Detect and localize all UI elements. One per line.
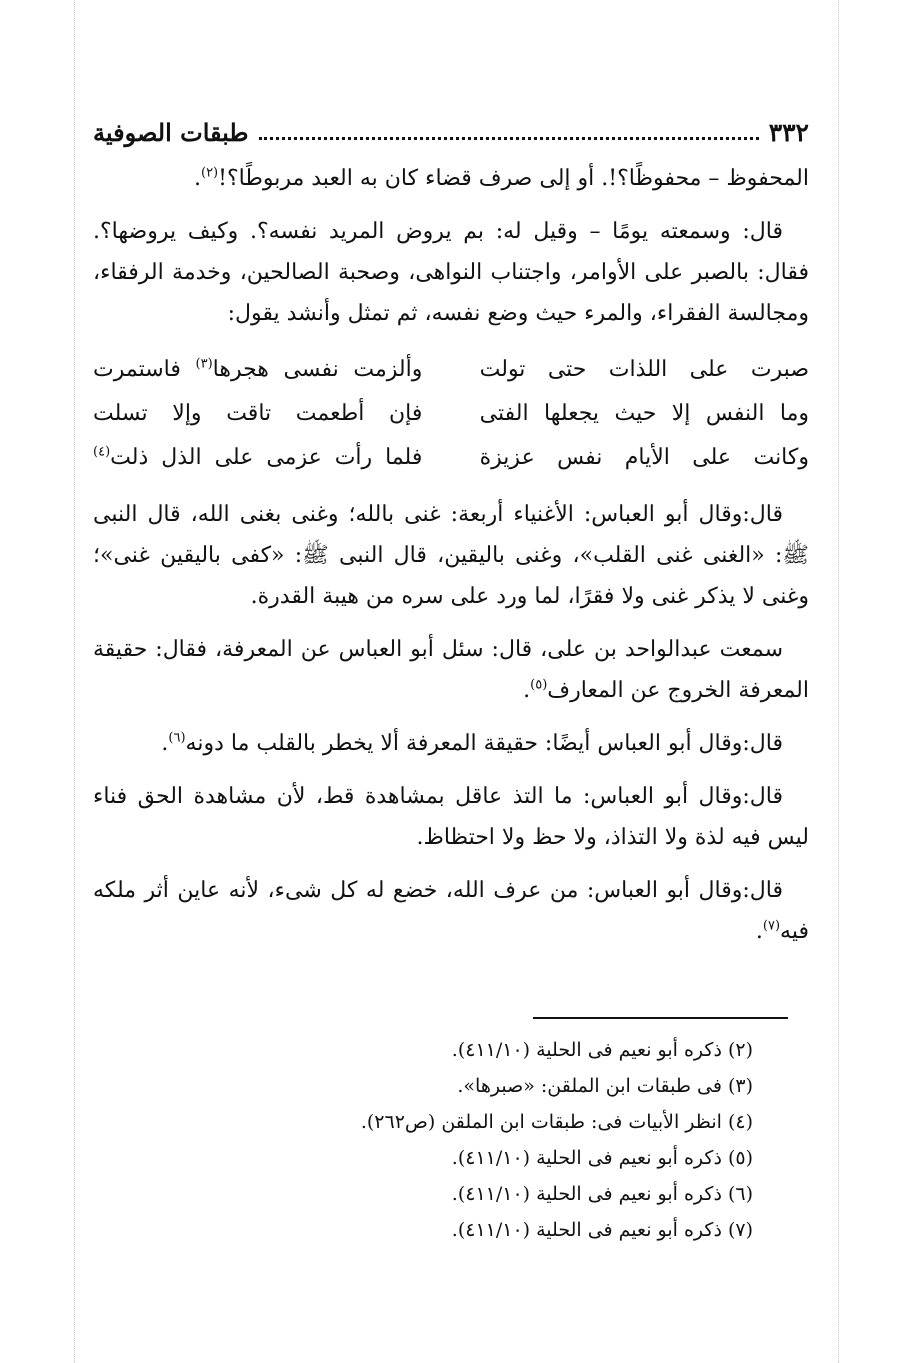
verse-1: [93, 348, 809, 392]
header-dot-leader: [259, 137, 759, 140]
paragraph-1: [93, 158, 809, 199]
footnote-separator: [533, 1017, 788, 1019]
footnote-5: (٥) ذكره أبو نعيم فى الحلية (٤١١/١٠).: [451, 1147, 753, 1169]
verse-3-second-hemistich: [93, 436, 422, 480]
footnote-ref-4: (٤): [93, 444, 111, 460]
verse-2: [93, 392, 809, 436]
paragraph-7: [93, 870, 809, 952]
paragraph-1-text: المحفوظ – محفوظًا؟!. أو إلى صرف قضاء كان به العبد مربوطًا؟!: [218, 166, 809, 191]
paragraph-4: [93, 629, 809, 711]
verse-2-second-hemistich: فإن أطعمت تاقت وإلا تسلت: [93, 401, 423, 426]
paragraph-4-end: .: [523, 678, 531, 703]
verse-3-first-hemistich: وكانت على الأيام نفس عزيزة: [479, 445, 809, 470]
verse-3: [93, 436, 809, 480]
footnote-2: (٢) ذكره أبو نعيم فى الحلية (٤١١/١٠).: [451, 1039, 753, 1061]
paragraph-2: قال: وسمعته يومًا – وقيل له: بم يروض المريد نفسه؟. وكيف يروضها؟. فقال: بالصبر على الأوامر، واجتناب النواهى، وصحبة الصالحين، وخدمة الرفقاء، ومجالسة الفقراء، والمرء حيث وضع نفسه، ثم تمثل وأنشد يقول:: [93, 219, 809, 326]
verse-3-second-text: فلما رأت عزمى على الذل ذلت: [110, 445, 423, 470]
footnotes: [93, 1032, 753, 1248]
footnote-ref-2: (٢): [200, 165, 219, 181]
footnote-ref-5: (٥): [530, 677, 548, 693]
footnote-6: (٦) ذكره أبو نعيم فى الحلية (٤١١/١٠).: [451, 1183, 753, 1205]
paragraph-5: [93, 723, 809, 764]
running-header: [93, 112, 809, 152]
right-scan-guide: [838, 0, 839, 1363]
footnote-3: (٣) فى طبقات ابن الملقن: «صبرها».: [457, 1075, 753, 1097]
paragraph-5-text: قال:وقال أبو العباس أيضًا: حقيقة المعرفة ألا يخطر بالقلب ما دونه: [185, 731, 783, 756]
left-scan-guide: [74, 0, 75, 1363]
paragraph-5-end: .: [161, 731, 169, 756]
footnote-ref-6: (٦): [168, 730, 186, 746]
footnote-ref-7: (٧): [762, 918, 781, 934]
verse-1-second-end: فاستمرت: [93, 357, 196, 382]
main-text: [93, 158, 809, 952]
paragraph-6: قال:وقال أبو العباس: ما التذ عاقل بمشاهدة قط، لأن مشاهدة الحق فناء ليس فيه لذة ولا التذاذ، ولا حظ ولا احتظاظ.: [93, 784, 809, 850]
paragraph-7-text: قال:وقال أبو العباس: من عرف الله، خضع له كل شىء، لأنه عاين أثر ملكه فيه: [93, 878, 809, 944]
verse-1-second-text: وألزمت نفسى هجرها: [212, 357, 423, 382]
footnote-ref-3: (٣): [195, 356, 213, 372]
verse-1-second-hemistich: [93, 348, 422, 392]
poem: [93, 348, 809, 480]
verse-2-first-hemistich: وما النفس إلا حيث يجعلها الفتى: [479, 401, 809, 426]
paragraph-4-text: سمعت عبدالواحد بن على، قال: سئل أبو العباس عن المعرفة، فقال: حقيقة المعرفة الخروج عن المعارف: [93, 637, 809, 703]
verse-1-first-hemistich: صبرت على اللذات حتى تولت: [479, 357, 809, 382]
paragraph-7-end: .: [755, 919, 763, 944]
paragraph-1-end: .: [193, 166, 201, 191]
footnote-7: (٧) ذكره أبو نعيم فى الحلية (٤١١/١٠).: [451, 1219, 753, 1241]
paragraph-3: قال:وقال أبو العباس: الأغنياء أربعة: غنى بالله؛ وغنى بغنى الله، قال النبى ﷺ: «الغنى غنى القلب»، وغنى باليقين، قال النبى ﷺ: «كفى باليقين غنى»؛ وغنى لا يذكر غنى ولا فقرًا، لما ورد على سره من هيبة القدرة.: [93, 502, 809, 609]
footnote-4: (٤) انظر الأبيات فى: طبقات ابن الملقن (ص٢٦٢).: [360, 1111, 753, 1133]
book-title: طبقات الصوفية: [93, 117, 249, 147]
page-number: ٣٣٢: [768, 117, 809, 147]
